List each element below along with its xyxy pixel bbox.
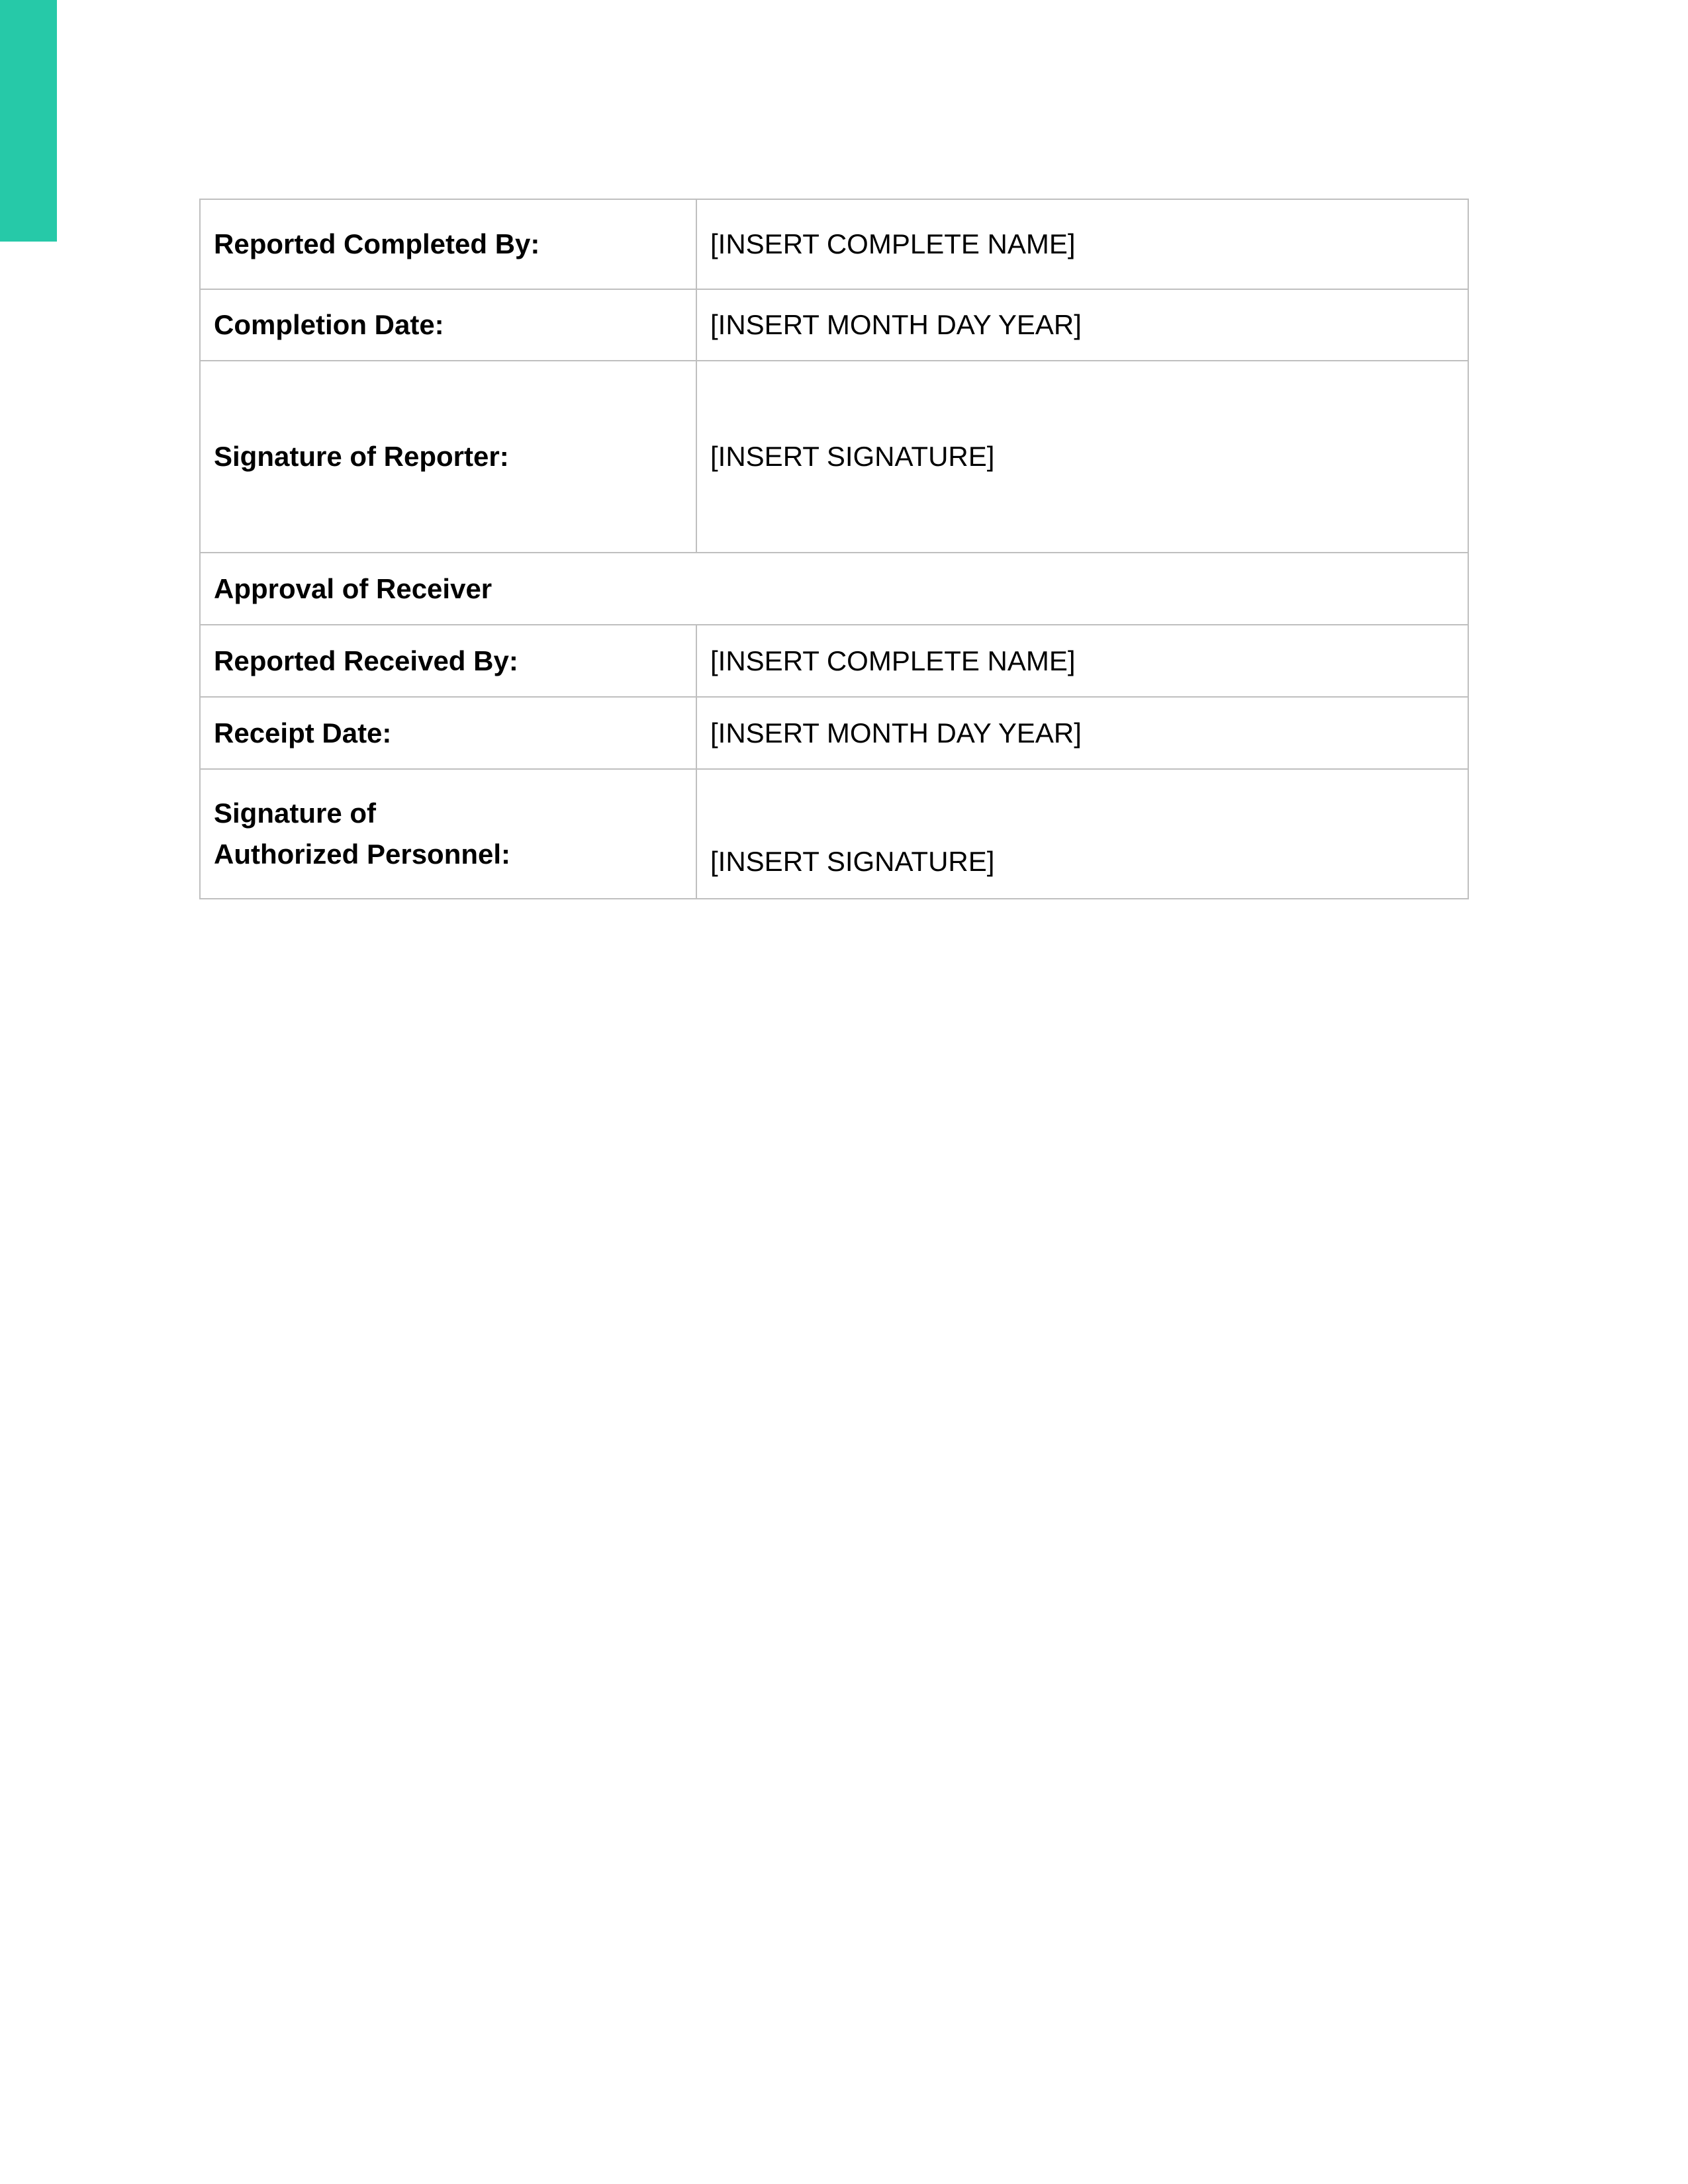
completion-date-label: Completion Date: bbox=[200, 289, 696, 361]
table-row bbox=[200, 697, 1468, 769]
table-row bbox=[200, 199, 1468, 289]
table-row bbox=[200, 289, 1468, 361]
authorized-label-line-1: Signature of bbox=[214, 797, 377, 829]
authorized-label-line-2: Authorized Personnel: bbox=[214, 839, 511, 870]
completed-by-value[interactable]: [INSERT COMPLETE NAME] bbox=[696, 199, 1468, 289]
receipt-date-value[interactable]: [INSERT MONTH DAY YEAR] bbox=[696, 697, 1468, 769]
table-row bbox=[200, 553, 1468, 625]
report-approval-table bbox=[199, 199, 1469, 899]
receipt-date-label: Receipt Date: bbox=[200, 697, 696, 769]
received-by-value[interactable]: [INSERT COMPLETE NAME] bbox=[696, 625, 1468, 697]
table-row bbox=[200, 769, 1468, 899]
authorized-signature-label bbox=[200, 769, 696, 899]
authorized-signature-value[interactable]: [INSERT SIGNATURE] bbox=[696, 769, 1468, 899]
reporter-signature-value[interactable]: [INSERT SIGNATURE] bbox=[696, 361, 1468, 553]
reporter-signature-label: Signature of Reporter: bbox=[200, 361, 696, 553]
approval-section-heading: Approval of Receiver bbox=[200, 553, 1468, 625]
accent-bar bbox=[0, 0, 57, 242]
table-row bbox=[200, 361, 1468, 553]
table-row bbox=[200, 625, 1468, 697]
received-by-label: Reported Received By: bbox=[200, 625, 696, 697]
completion-date-value[interactable]: [INSERT MONTH DAY YEAR] bbox=[696, 289, 1468, 361]
completed-by-label: Reported Completed By: bbox=[200, 199, 696, 289]
